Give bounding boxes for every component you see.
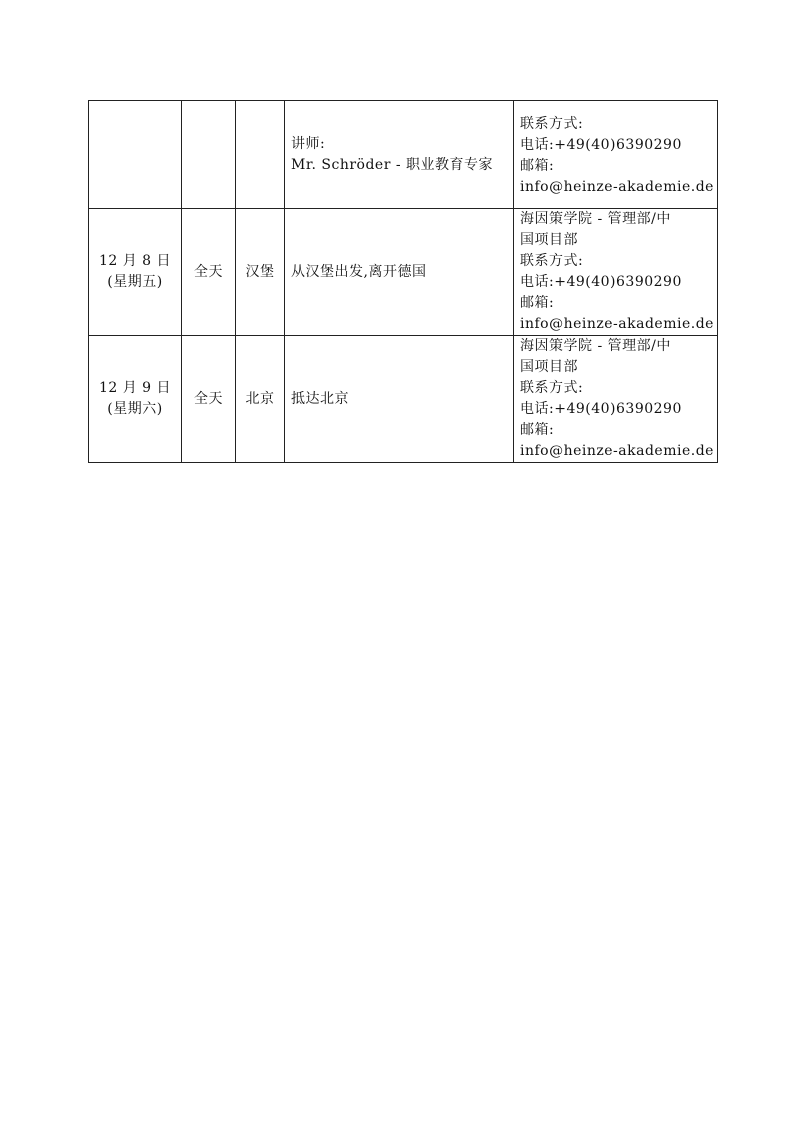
contact-email: info@heinze-akademie.de (520, 443, 714, 459)
contact-line: 国项目部 (520, 359, 578, 375)
contact-line: 海因策学院 - 管理部/中 (520, 211, 671, 227)
contact-email: info@heinze-akademie.de (520, 178, 714, 195)
table-row (89, 101, 718, 209)
activity-line: Mr. Schröder - 职业教育专家 (291, 156, 494, 173)
contact-cell (514, 101, 718, 209)
contact-line: 联系方式: (520, 253, 584, 269)
city-cell (236, 101, 285, 209)
time-cell: 全天 (182, 336, 236, 463)
table-row (89, 336, 718, 463)
contact-line: 邮箱: (520, 295, 555, 311)
activity-cell (285, 336, 514, 463)
activity-cell (285, 209, 514, 336)
contact-cell (514, 209, 718, 336)
contact-line: 电话:+49(40)6390290 (520, 136, 682, 153)
date-text: 12 月 9 日 (98, 380, 172, 396)
date-cell (89, 336, 182, 463)
weekday-text: (星期六) (107, 401, 163, 417)
date-cell (89, 101, 182, 209)
time-cell (182, 101, 236, 209)
contact-cell (514, 336, 718, 463)
date-text: 12 月 8 日 (98, 253, 172, 269)
time-cell: 全天 (182, 209, 236, 336)
contact-line: 国项目部 (520, 232, 578, 248)
contact-line: 邮箱: (520, 422, 555, 438)
activity-cell (285, 101, 514, 209)
contact-line: 海因策学院 - 管理部/中 (520, 338, 671, 354)
city-cell: 北京 (236, 336, 285, 463)
activity-line: 从汉堡出发,离开德国 (291, 263, 427, 280)
contact-line: 邮箱: (520, 157, 555, 174)
activity-line: 讲师: (291, 135, 326, 152)
contact-line: 联系方式: (520, 115, 584, 132)
contact-line: 电话:+49(40)6390290 (520, 401, 682, 417)
city-cell: 汉堡 (236, 209, 285, 336)
table-row (89, 209, 718, 336)
contact-line: 电话:+49(40)6390290 (520, 274, 682, 290)
weekday-text: (星期五) (107, 274, 163, 290)
schedule-table (88, 100, 718, 463)
date-cell (89, 209, 182, 336)
contact-line: 联系方式: (520, 380, 584, 396)
contact-email: info@heinze-akademie.de (520, 316, 714, 332)
activity-line: 抵达北京 (291, 390, 349, 407)
